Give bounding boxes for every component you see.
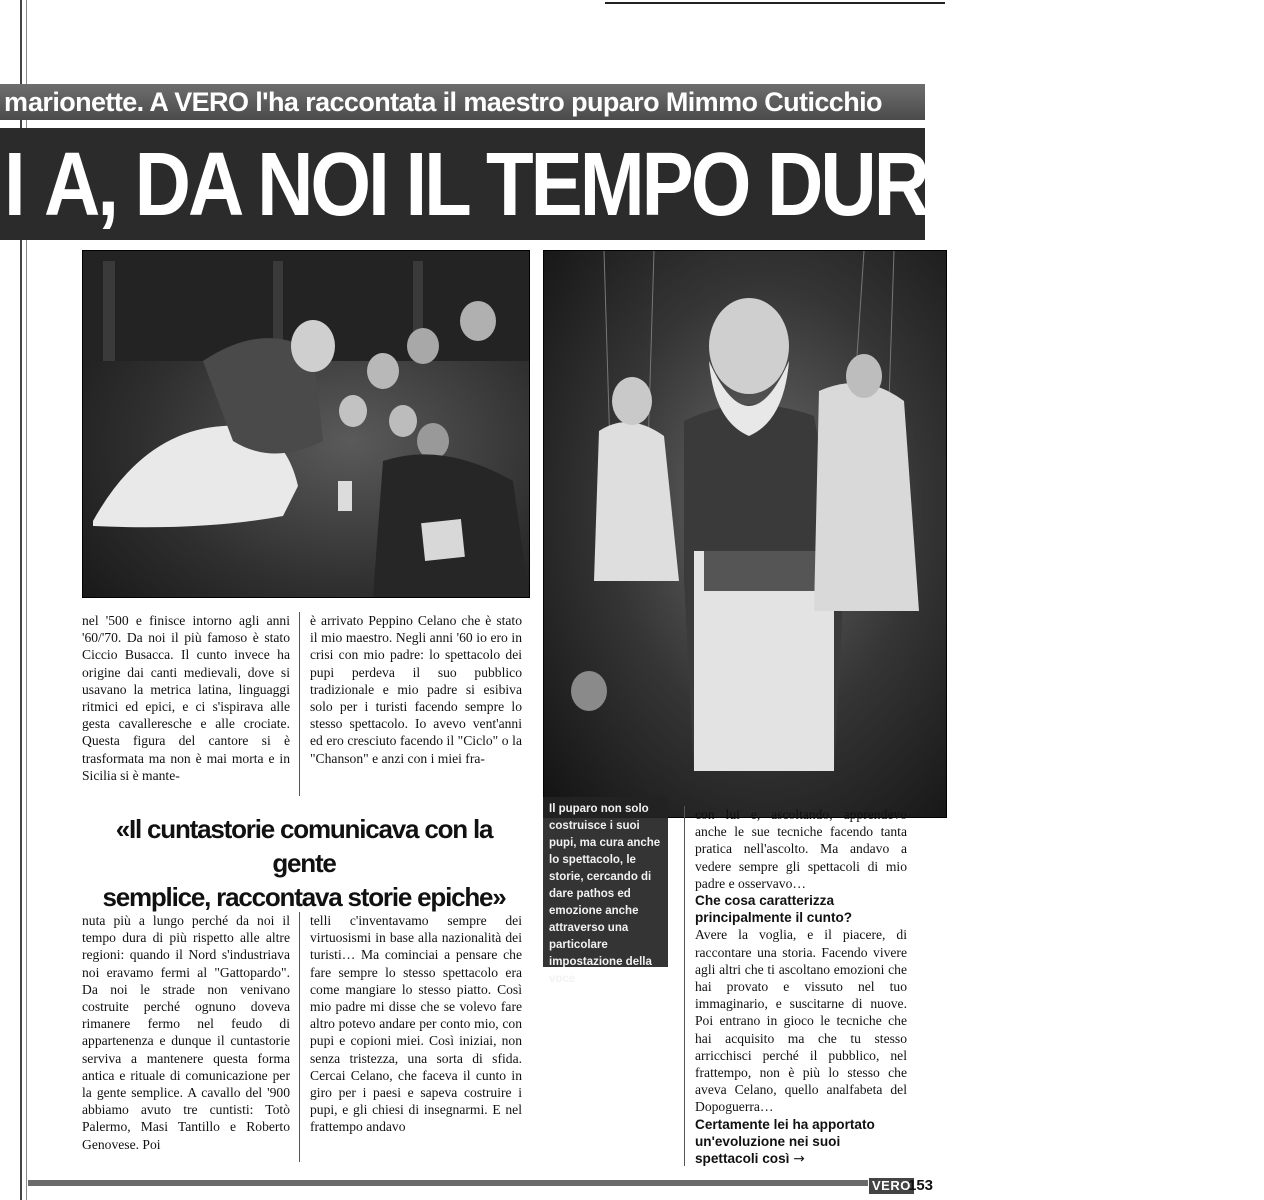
photo-puppeteer-with-marionettes (543, 250, 947, 818)
article-column-1: nel '500 e finisce intorno agli anni '60/'70. Da noi il più famoso è stato Ciccio Busacca. Il cunto invece ha origine dai canti medievali, dove si usavano la metrica latina, linguaggi ritmici ed epici, e ci s'ispirava alle gesta cavalleresche e alle crociate. Questa figura del cantore si è trasformata ma non è mai morta e in Sicilia si è mante- (82, 613, 290, 783)
photo-puppeteer-with-children (82, 250, 530, 598)
headline-lead-fragment: I (4, 133, 23, 235)
kicker-text: arionette. A VERO l'ha raccontata il maestro puparo Mimmo Cuticchio (28, 87, 882, 117)
footer-rule (28, 1180, 868, 1186)
answer-paragraph-1: con lui e, ascoltando, apprendevo anche le sue tecniche facendo tanta pratica nell'ascolto. Ma andavo a vedere sempre gli spettacoli di mio padre e osservavo… (695, 807, 907, 891)
interview-question-1: Che cosa caratterizza principalmente il cunto? (695, 893, 853, 926)
article-column-4: telli c'inventavamo sempre dei virtuosismi in base alla nazionalità dei turisti… Ma cominciai a pensare che fare sempre lo stesso spettacolo era come mangiare lo stesso piatto. Così mio padre mi disse che se volevo fare altro potevo andare per conto mio, con pupi e copioni miei. Così iniziai, non senza tristezza, una sorta di sfida. Cercai Celano, che faceva il cunto in giro per i paesi e sapeva costruire i pupi, e gli chiesi di insegnarmi. E nel frattempo andavo (310, 913, 522, 1135)
pull-quote (84, 812, 524, 914)
photo-marionettes-illustration (544, 251, 946, 817)
arrow-right-icon: → (793, 1151, 805, 1168)
top-rule (605, 2, 945, 4)
headline-banner (0, 128, 1264, 240)
pull-quote-line-1: «Il cuntastorie comunicava con la gente (115, 814, 493, 878)
page-number: 153 (908, 1177, 934, 1194)
kicker-banner (0, 84, 925, 120)
answer-paragraph-2: Avere la voglia, e il piacere, di raccontare una storia. Facendo vivere agli altri che ti ascoltano emozioni che hai provato e vissuto nel tuo immaginario, e suscitarne di nuove. Poi entrano in gioco le tecniche che hai acquisito ma che tu stesso arricchisci perché il pubblico, nel frattempo, non è più lo stesso che aveva Celano, quello analfabeta del Dopoguerra… (695, 927, 907, 1115)
photo-caption: Il puparo non solo costruisce i suoi pupi, ma cura anche lo spettacolo, le storie, cercando di dare pathos ed emozione anche attraverso una particolare impostazione della voce (543, 797, 668, 967)
headline-text: A, DA NOI IL TEMPO DURA DI PIU'» (44, 133, 1264, 235)
interview-question-2-text: Certamente lei ha apportato un'evoluzione nei suoi spettacoli così (695, 1116, 875, 1167)
kicker-lead-fragment: m (4, 87, 28, 117)
interview-question-2 (695, 1116, 907, 1169)
column-divider (299, 912, 300, 1162)
photo-children-illustration (83, 251, 529, 597)
article-column-5 (695, 806, 907, 1168)
column-divider (684, 806, 685, 1166)
magazine-logo: VERO (869, 1178, 914, 1194)
pull-quote-line-2: semplice, raccontava storie epiche» (102, 882, 506, 912)
article-column-3: nuta più a lungo perché da noi il tempo dura di più rispetto alle altre regioni: quando il Nord s'industriava noi eravamo fermi al "Gattopardo". Da noi le strade non venivano costruite perché ognuno doveva rimanere fermo nel feudo di appartenenza e dunque il cuntastorie serviva a mantenere questa forma antica e rituale di comunicazione per la gente semplice. A cavallo del '900 abbiamo avuto tre cuntisti: Totò Palermo, Masi Tantillo e Roberto Genovese. Poi (82, 913, 290, 1152)
article-column-2: è arrivato Peppino Celano che è stato il mio maestro. Negli anni '60 io ero in crisi con mio padre: lo spettacolo dei pupi perdeva il suo pubblico tradizionale e mio padre si esibiva solo per i turisti facendo sempre lo stesso spettacolo. Io avevo vent'anni ed ero cresciuto facendo il "Ciclo" o la "Chanson" e anzi con i miei fra- (310, 613, 522, 766)
column-divider (299, 612, 300, 796)
